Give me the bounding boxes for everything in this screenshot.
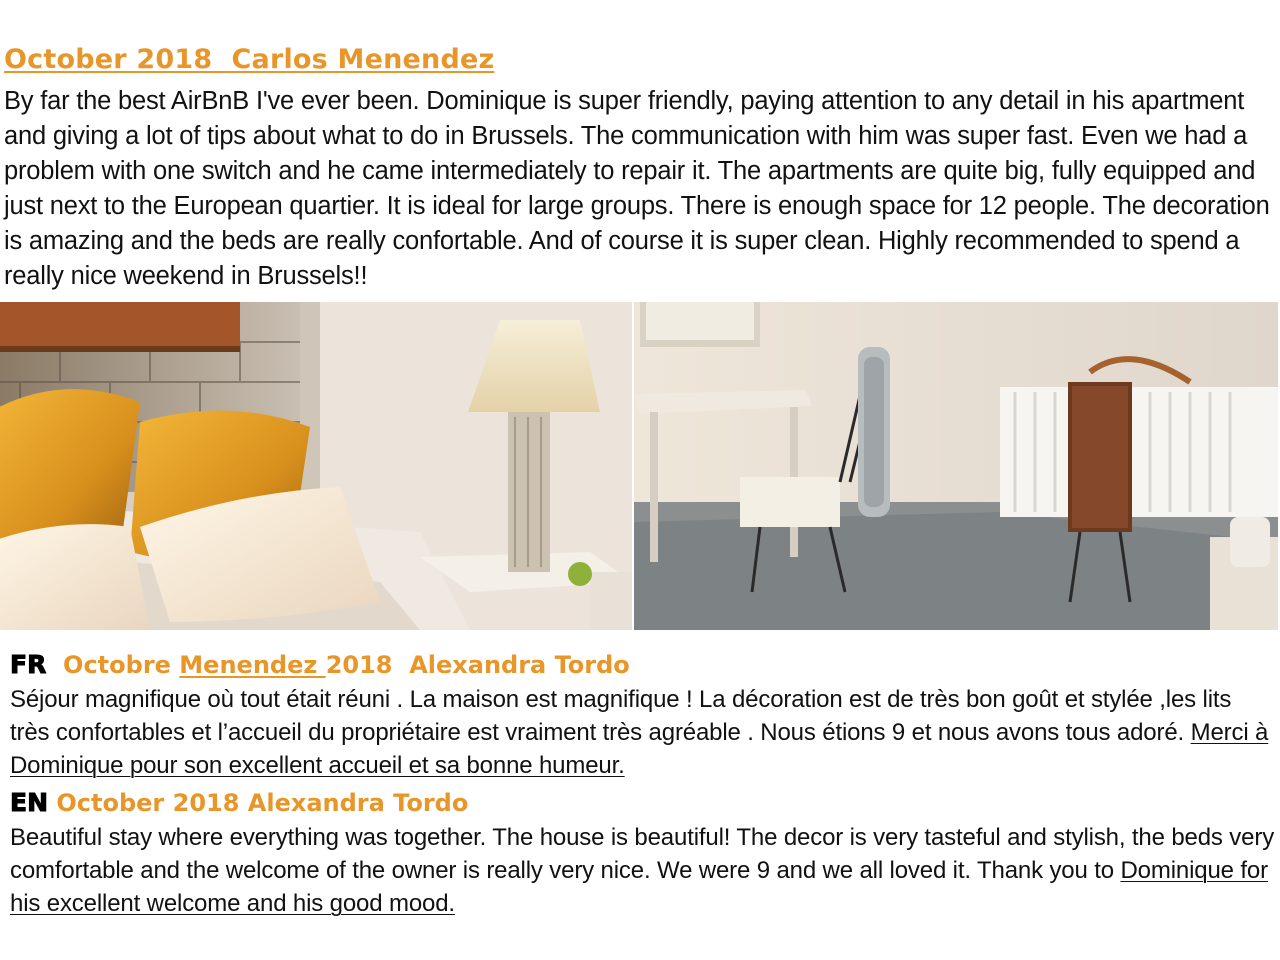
bedroom-photo: [0, 302, 632, 630]
review1-header: October 2018 Carlos Menendez: [4, 44, 495, 75]
review-fr-thanks: Merci à Dominique pour son excellent accueil et sa bonne humeur.: [10, 719, 1269, 779]
room-photo: [634, 302, 1278, 630]
lang-badge-fr: FR: [10, 650, 47, 679]
photo-strip: [0, 302, 1278, 630]
review-fr-header: [10, 650, 630, 679]
review-en-thanks: Dominique for his excellent welcome and his good mood.: [10, 857, 1268, 917]
review-en-title: October 2018 Alexandra Tordo: [56, 789, 469, 817]
review-en-body: [10, 821, 1276, 920]
review-fr-year-author: 2018 Alexandra Tordo: [325, 651, 630, 679]
review-en-header: [10, 788, 468, 817]
lang-badge-en: EN: [10, 788, 49, 817]
review1-body: By far the best AirBnB I've ever been. Dominique is super friendly, paying attention to any detail in his apartment and giving a lot of tips about what to do in Brussels. The communication with him was super fast. Even we had a problem with one switch and he came intermediately to repair it. The apartments are quite big, fully equipped and just next to the European quartier. It is ideal for large groups. There is enough space for 12 people. The decoration is amazing and the beds are really confortable. And of course it is super clean. Highly recommended to spend a really nice weekend in Brussels!!: [4, 87, 1270, 290]
review-fr-month: Octobre: [63, 651, 171, 679]
review-fr-underlined-name: Menendez: [179, 651, 326, 679]
review-en-text: Beautiful stay where everything was together. The house is beautiful! The decor is very tasteful and stylish, the beds very comfortable and the welcome of the owner is really very nice. We were 9 and we all loved it. Thank you to: [10, 824, 1275, 884]
review-fr-text: Séjour magnifique où tout était réuni . La maison est magnifique ! La décoration est de très bon goût et stylée ,les lits très confortables et l’accueil du propriétaire est vraiment très agréable . Nous étions 9 et nous avons tous adoré.: [10, 686, 1232, 746]
review-fr-body: [10, 683, 1276, 782]
